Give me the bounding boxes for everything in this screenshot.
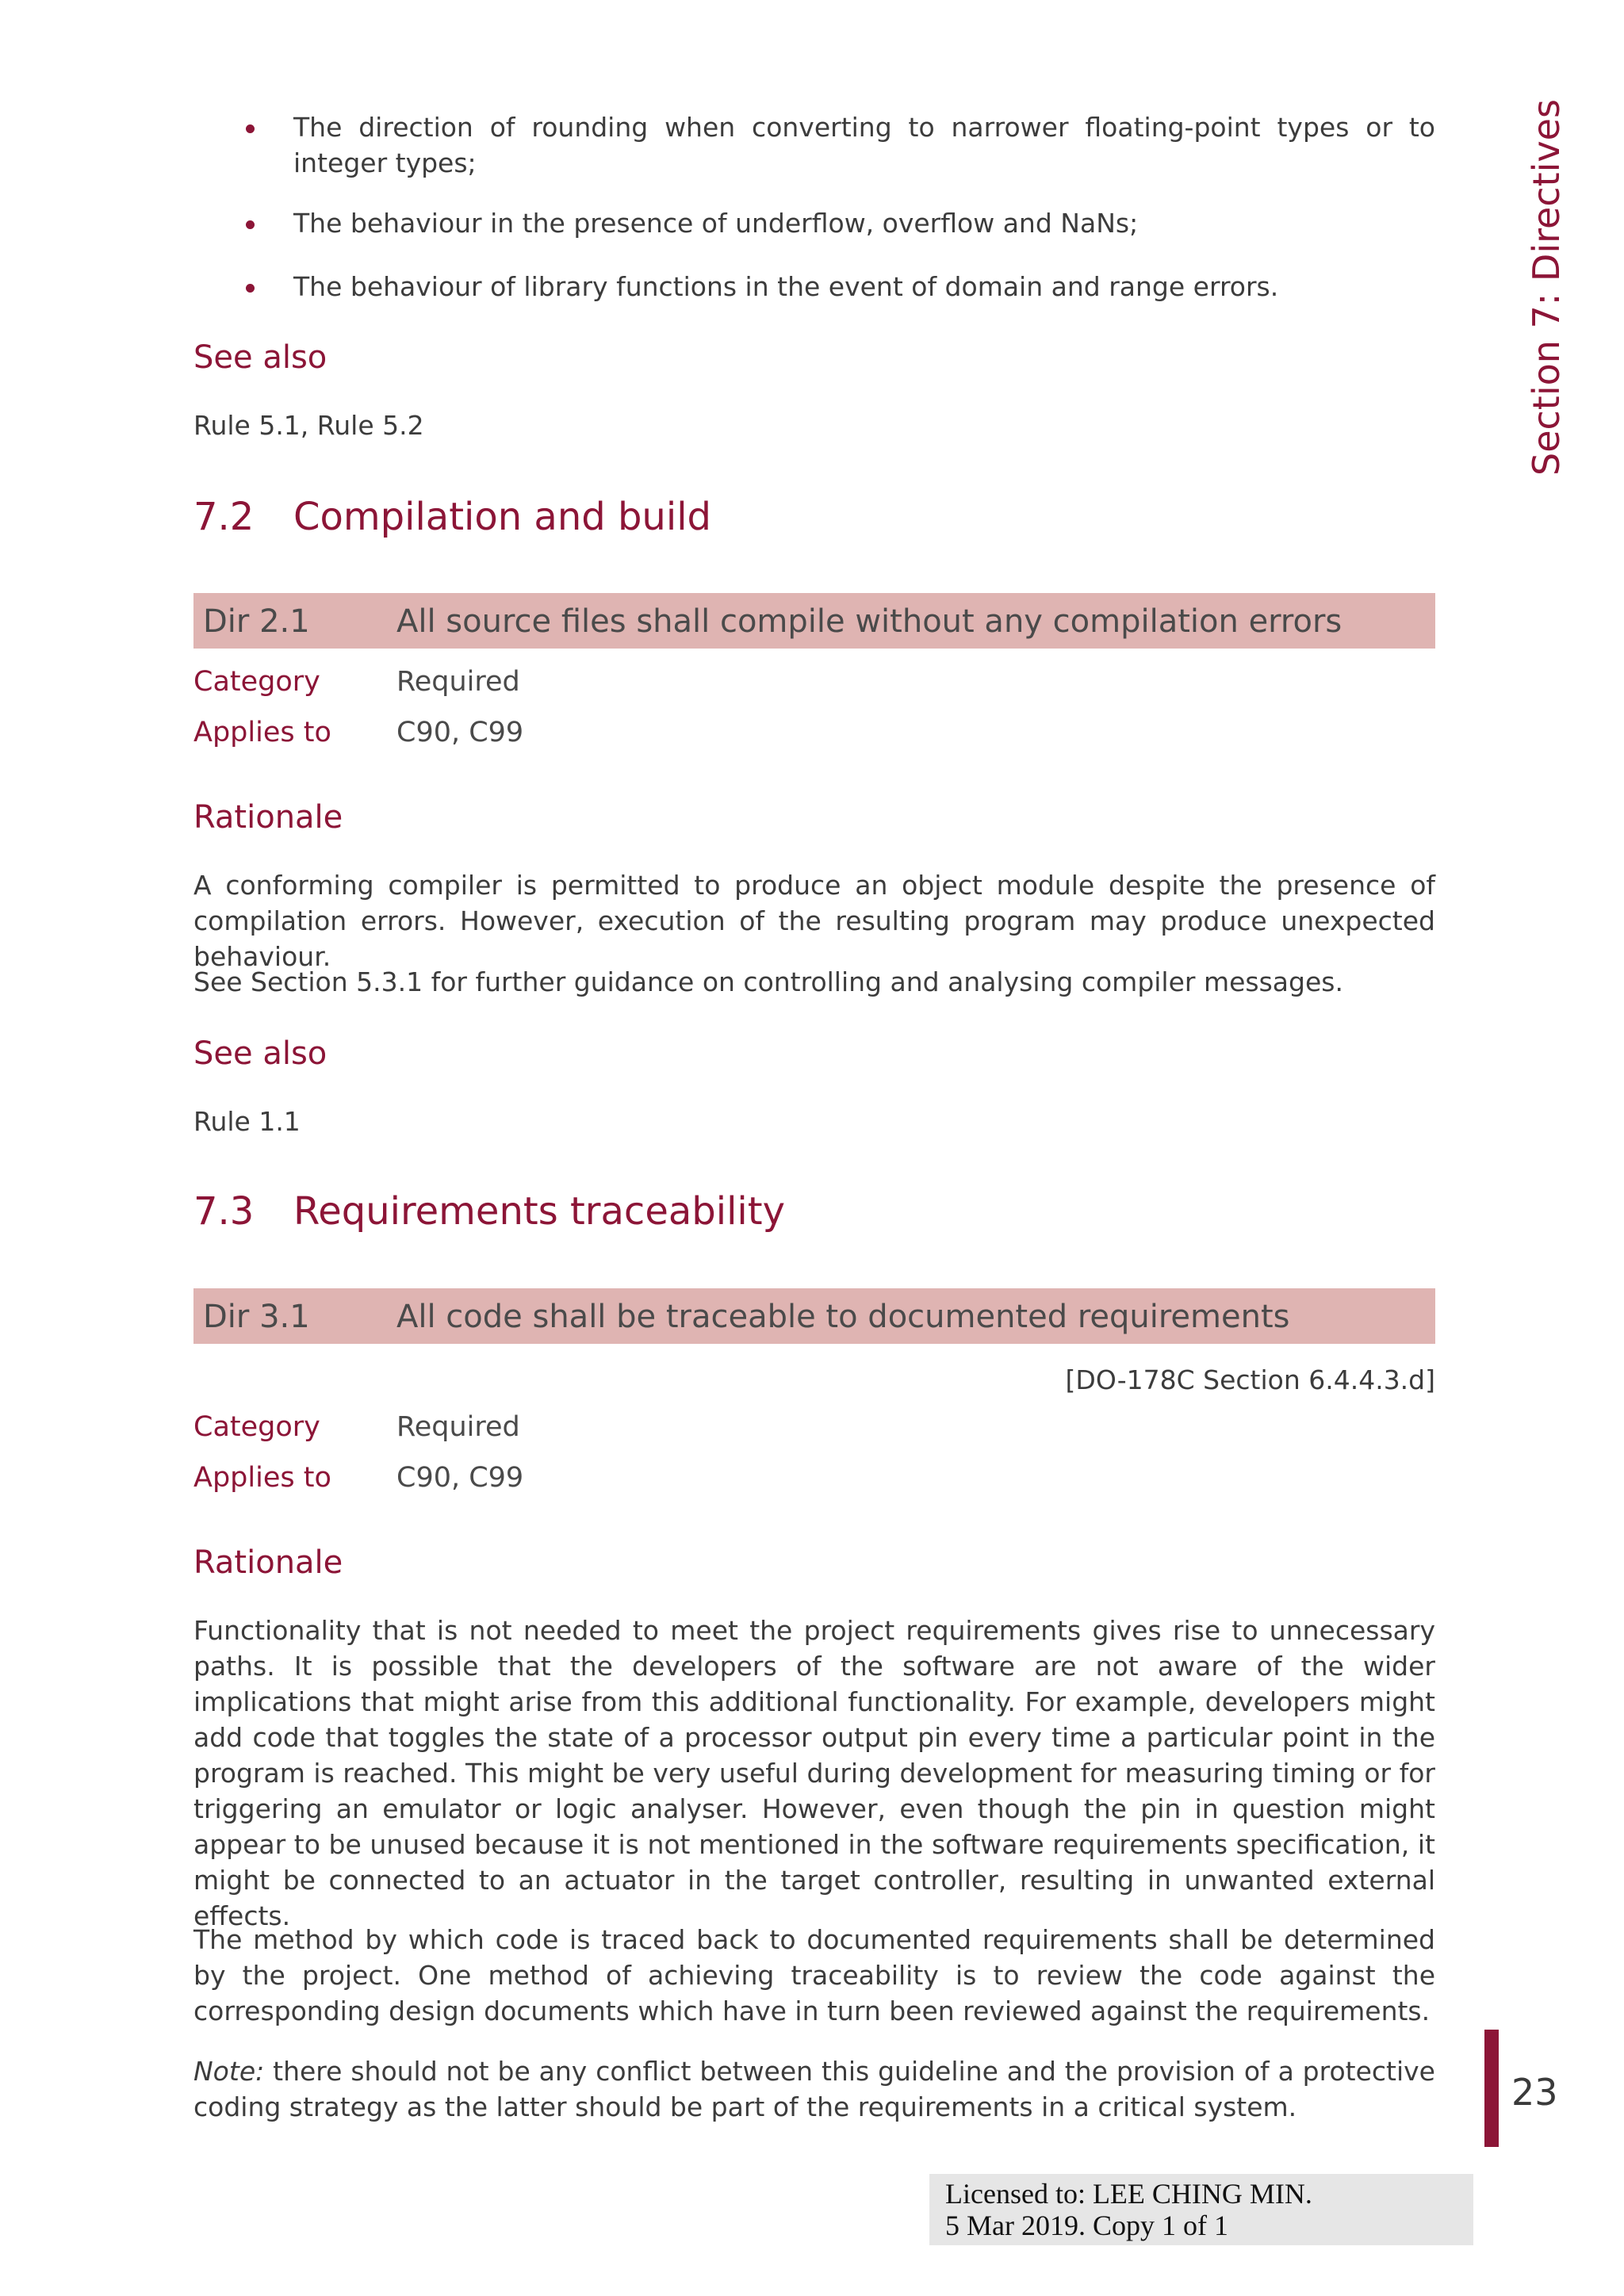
rationale-paragraph: See Section 5.3.1 for further guidance on controlling and analysing compiler messages.	[193, 966, 1343, 997]
section-number: 7.3	[193, 1189, 255, 1234]
directive-title: All code shall be traceable to documented requirements	[396, 1299, 1290, 1335]
bullet-marker	[246, 220, 255, 229]
applies-to-value: C90, C99	[396, 1462, 524, 1494]
bullet-item: The direction of rounding when converting to narrower floating-point types or to integer types;	[293, 112, 1435, 178]
bullet-marker	[246, 284, 255, 293]
category-value: Required	[396, 666, 520, 698]
directive-header-bar	[193, 593, 1435, 649]
directive-id: Dir 3.1	[203, 1299, 310, 1335]
license-line-2: 5 Mar 2019. Copy 1 of 1	[945, 2210, 1228, 2241]
directive-title: All source files shall compile without any compilation errors	[396, 603, 1342, 640]
applies-to-label: Applies to	[193, 717, 331, 748]
note-text: there should not be any conflict between this guideline and the provision of a protective coding strategy as the latter should be part of the requirements in a critical system.	[193, 2056, 1435, 2122]
section-number: 7.2	[193, 495, 255, 539]
see-also-text: Rule 1.1	[193, 1106, 301, 1137]
applies-to-label: Applies to	[193, 1462, 331, 1494]
page-number: 23	[1511, 2071, 1558, 2114]
rationale-paragraph: A conforming compiler is permitted to produce an object module despite the presence of compilation errors. However, execution of the resulting program may produce unexpected behaviour.	[193, 870, 1435, 972]
section-title: Requirements traceability	[293, 1189, 785, 1234]
rationale-paragraph: The method by which code is traced back to documented requirements shall be determined by the project. One method of achieving traceability is to review the code against the corresponding design documents which have in turn been reviewed against the requirements.	[193, 1924, 1435, 2026]
category-label: Category	[193, 666, 320, 698]
see-also-text: Rule 5.1, Rule 5.2	[193, 410, 424, 441]
bullet-item: The behaviour in the presence of underflow, overflow and NaNs;	[293, 208, 1139, 239]
bullet-marker	[246, 124, 255, 133]
directive-id: Dir 2.1	[203, 603, 310, 640]
license-stamp	[929, 2174, 1473, 2245]
directive-header-bar	[193, 1288, 1435, 1344]
see-also-heading: See also	[193, 339, 327, 376]
section-side-tab-label: Section 7: Directives	[1525, 99, 1568, 476]
applies-to-value: C90, C99	[396, 717, 524, 748]
rationale-heading: Rationale	[193, 1544, 343, 1581]
see-also-heading: See also	[193, 1035, 327, 1072]
section-title: Compilation and build	[293, 495, 711, 539]
note-paragraph	[193, 2053, 1435, 2125]
license-line-1: Licensed to: LEE CHING MIN.	[945, 2178, 1312, 2210]
page-marker-bar	[1484, 2030, 1499, 2147]
note-label: Note:	[193, 2056, 265, 2087]
category-label: Category	[193, 1411, 320, 1443]
bullet-item: The behaviour of library functions in the event of domain and range errors.	[293, 271, 1279, 302]
rationale-paragraph: Functionality that is not needed to meet the project requirements gives rise to unnecessary paths. It is possible that the developers of the software are not aware of the wider implications that might arise from this additional functionality. For example, developers might add code that toggles the state of a processor output pin every time a particular point in the program is reached. This might be very useful during development for measuring timing or for triggering an emulator or logic analyser. However, even though the pin in question might appear to be unused because it is not mentioned in the software requirements specification, it might be connected to an actuator in the target controller, resulting in unwanted external effects.	[193, 1615, 1435, 1931]
rationale-heading: Rationale	[193, 799, 343, 836]
category-value: Required	[396, 1411, 520, 1443]
directive-reference: [DO-178C Section 6.4.4.3.d]	[1065, 1364, 1435, 1395]
